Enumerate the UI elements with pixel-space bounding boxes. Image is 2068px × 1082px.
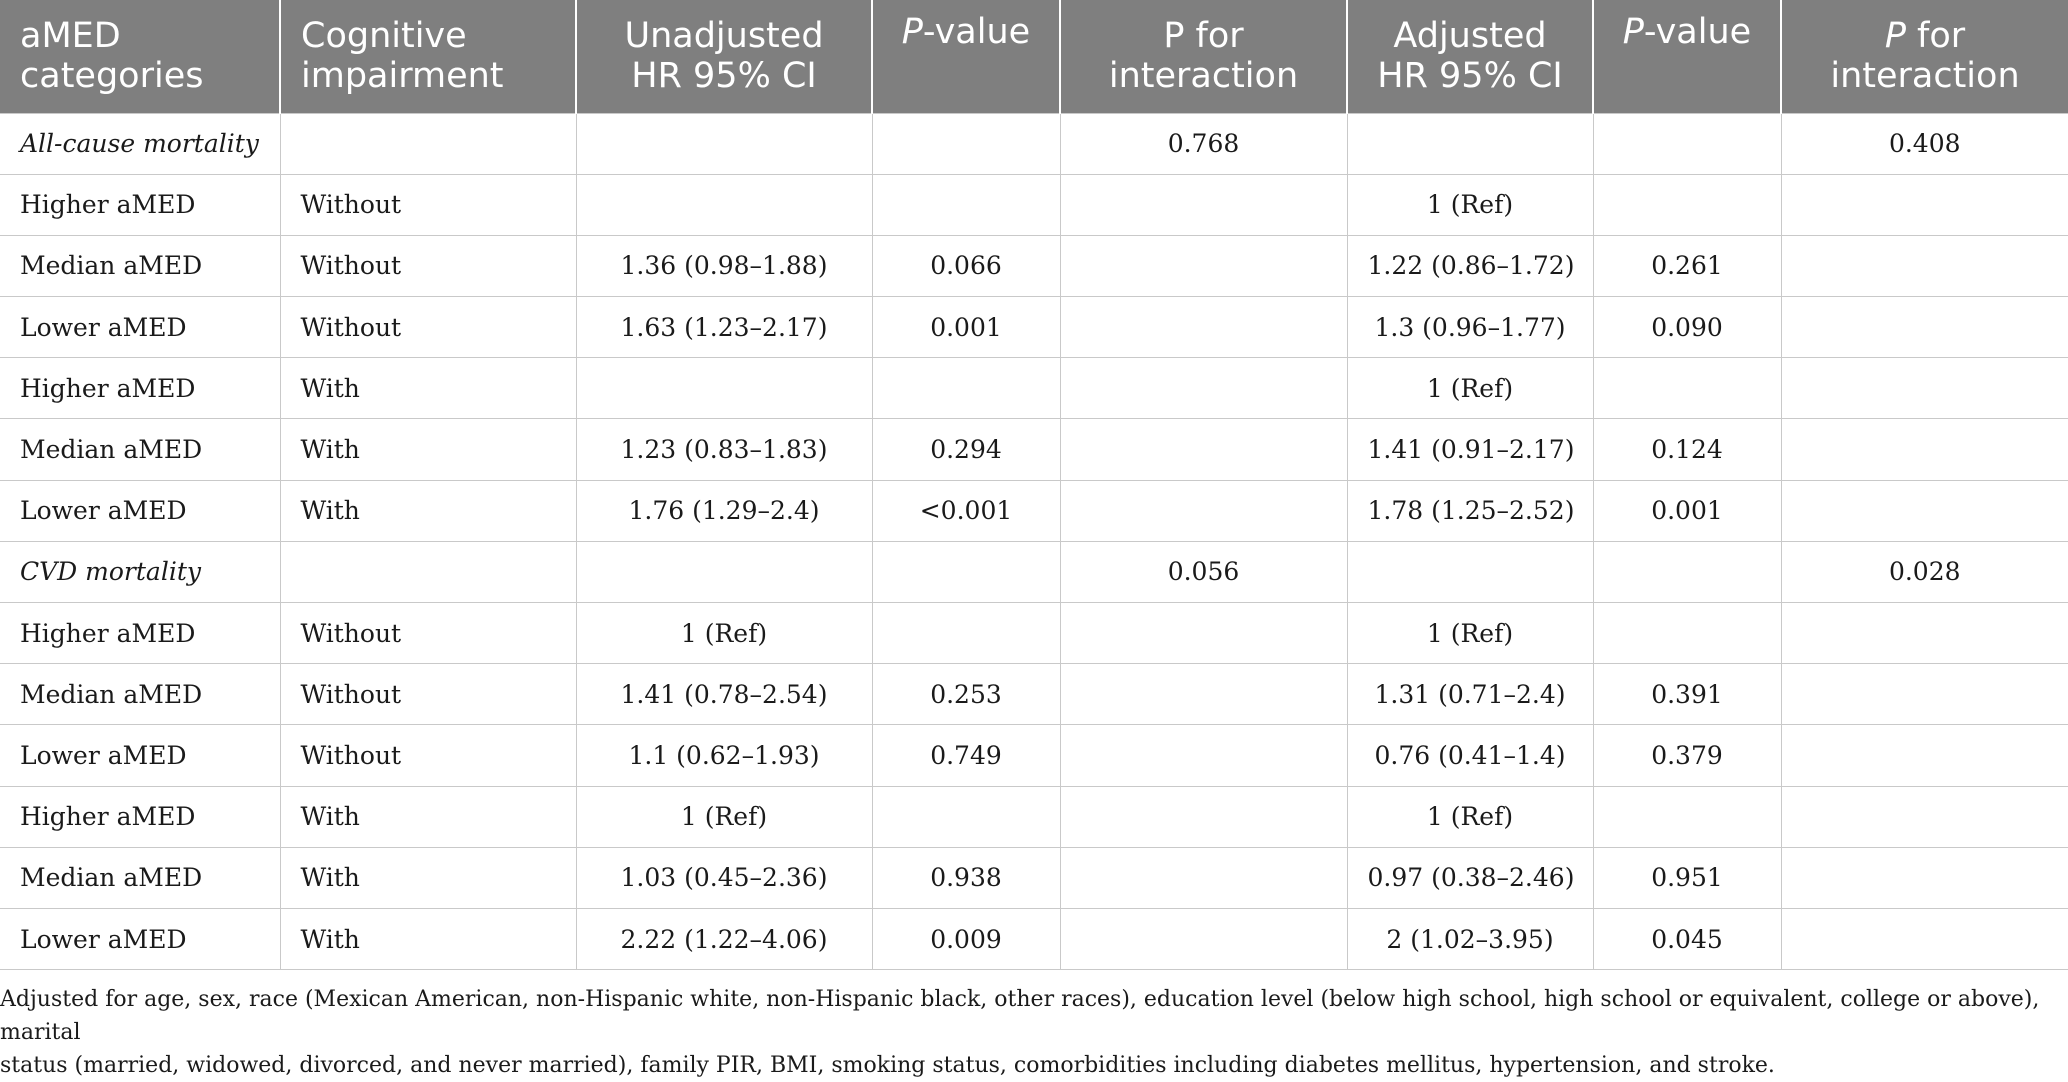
cell-cognitive-impairment: With xyxy=(280,908,576,969)
cell-adjusted-hr xyxy=(1347,541,1593,602)
header-line-1: -value xyxy=(922,12,1031,52)
cell-cognitive-impairment: With xyxy=(280,358,576,419)
section-row xyxy=(0,113,2068,174)
header-line-1: aMED xyxy=(20,16,121,57)
cell-unadjusted-p-interaction: 0.056 xyxy=(1060,541,1347,602)
header-cognitive-impairment xyxy=(280,0,576,113)
table-row xyxy=(0,419,2068,480)
cell-adjusted-hr: 1 (Ref) xyxy=(1347,174,1593,235)
cell-adjusted-p-interaction: 0.408 xyxy=(1781,113,2068,174)
cell-cognitive-impairment: Without xyxy=(280,235,576,296)
cell-adjusted-p-interaction xyxy=(1781,297,2068,358)
header-row xyxy=(0,0,2068,113)
cell-amed-category: Higher aMED xyxy=(0,174,280,235)
cell-cognitive-impairment xyxy=(280,113,576,174)
cell-cognitive-impairment: With xyxy=(280,847,576,908)
header-adjusted-p-interaction xyxy=(1781,0,2068,113)
header-italic-p: P xyxy=(1622,12,1644,52)
cell-unadjusted-p-value: 0.938 xyxy=(872,847,1060,908)
table-footnote xyxy=(0,983,2068,1082)
header-unadjusted-p-interaction xyxy=(1060,0,1347,113)
header-line-2: impairment xyxy=(301,56,504,97)
cell-unadjusted-p-interaction xyxy=(1060,786,1347,847)
cell-unadjusted-p-value xyxy=(872,358,1060,419)
header-line-2: HR 95% CI xyxy=(631,56,817,97)
header-line-1: Cognitive xyxy=(301,16,467,57)
cell-unadjusted-p-value: 0.066 xyxy=(872,235,1060,296)
cell-adjusted-p-interaction xyxy=(1781,603,2068,664)
table-row xyxy=(0,174,2068,235)
cell-unadjusted-p-interaction xyxy=(1060,664,1347,725)
cell-adjusted-p-value: 0.001 xyxy=(1593,480,1781,541)
header-adjusted-p-value xyxy=(1593,0,1781,113)
cell-amed-category: Median aMED xyxy=(0,664,280,725)
table-row xyxy=(0,297,2068,358)
cell-amed-category: Median aMED xyxy=(0,419,280,480)
cell-unadjusted-hr: 1.1 (0.62–1.93) xyxy=(576,725,872,786)
cell-unadjusted-p-interaction xyxy=(1060,174,1347,235)
header-italic-p: P xyxy=(1884,16,1906,57)
cell-unadjusted-p-value: <0.001 xyxy=(872,480,1060,541)
table-row xyxy=(0,664,2068,725)
header-line-2: interaction xyxy=(1108,56,1299,97)
cell-cognitive-impairment: With xyxy=(280,480,576,541)
footnote-line-2: status (married, widowed, divorced, and never married), family PIR, BMI, smoking status, comorbidities including diabetes mellitus, hypertension, and stroke. xyxy=(0,1053,1775,1078)
cell-adjusted-p-value: 0.951 xyxy=(1593,847,1781,908)
cell-adjusted-hr: 1.41 (0.91–2.17) xyxy=(1347,419,1593,480)
cell-unadjusted-p-interaction xyxy=(1060,358,1347,419)
cell-cognitive-impairment: Without xyxy=(280,664,576,725)
cell-amed-category: Lower aMED xyxy=(0,297,280,358)
cell-adjusted-p-interaction xyxy=(1781,174,2068,235)
footnote-line-1: Adjusted for age, sex, race (Mexican American, non-Hispanic white, non-Hispanic black, other races), education level (below high school, high school or equivalent, college or above), marital xyxy=(0,987,2040,1045)
table-row xyxy=(0,847,2068,908)
cell-unadjusted-p-value: 0.294 xyxy=(872,419,1060,480)
cell-adjusted-p-value: 0.391 xyxy=(1593,664,1781,725)
header-line-2: HR 95% CI xyxy=(1377,56,1563,97)
cell-unadjusted-p-interaction xyxy=(1060,725,1347,786)
cell-adjusted-p-interaction xyxy=(1781,847,2068,908)
cell-adjusted-p-value: 0.261 xyxy=(1593,235,1781,296)
cell-cognitive-impairment: Without xyxy=(280,725,576,786)
cell-unadjusted-hr: 1.63 (1.23–2.17) xyxy=(576,297,872,358)
header-line-1: P for xyxy=(1163,16,1244,57)
cell-unadjusted-p-value xyxy=(872,174,1060,235)
cell-adjusted-hr: 0.97 (0.38–2.46) xyxy=(1347,847,1593,908)
cell-amed-category: Lower aMED xyxy=(0,725,280,786)
cell-unadjusted-hr: 1 (Ref) xyxy=(576,786,872,847)
header-line-1: -value xyxy=(1643,12,1752,52)
cell-adjusted-p-value xyxy=(1593,541,1781,602)
table-row xyxy=(0,786,2068,847)
header-line-1: Unadjusted xyxy=(624,16,824,57)
cell-unadjusted-p-value: 0.253 xyxy=(872,664,1060,725)
cell-amed-category: Higher aMED xyxy=(0,786,280,847)
cell-cognitive-impairment xyxy=(280,541,576,602)
cell-amed-category: Higher aMED xyxy=(0,358,280,419)
cell-unadjusted-p-value: 0.749 xyxy=(872,725,1060,786)
cell-unadjusted-p-interaction xyxy=(1060,480,1347,541)
cell-amed-category: Median aMED xyxy=(0,847,280,908)
cell-adjusted-p-value xyxy=(1593,113,1781,174)
table-row xyxy=(0,725,2068,786)
table-row xyxy=(0,908,2068,969)
cell-cognitive-impairment: Without xyxy=(280,174,576,235)
cell-adjusted-hr: 1.78 (1.25–2.52) xyxy=(1347,480,1593,541)
cell-unadjusted-hr: 1.36 (0.98–1.88) xyxy=(576,235,872,296)
header-unadjusted-p-value xyxy=(872,0,1060,113)
header-line-1: Adjusted xyxy=(1393,16,1547,57)
cell-amed-category: Median aMED xyxy=(0,235,280,296)
cell-unadjusted-p-value xyxy=(872,541,1060,602)
cell-amed-category: Lower aMED xyxy=(0,480,280,541)
header-line-2: interaction xyxy=(1830,56,2020,97)
cell-unadjusted-hr: 1.41 (0.78–2.54) xyxy=(576,664,872,725)
cell-adjusted-p-value xyxy=(1593,786,1781,847)
cell-adjusted-hr: 1 (Ref) xyxy=(1347,603,1593,664)
cell-adjusted-p-interaction xyxy=(1781,419,2068,480)
cell-adjusted-p-value xyxy=(1593,358,1781,419)
cell-unadjusted-p-value xyxy=(872,603,1060,664)
cell-adjusted-p-value: 0.045 xyxy=(1593,908,1781,969)
header-unadjusted-hr xyxy=(576,0,872,113)
cell-cognitive-impairment: With xyxy=(280,786,576,847)
cell-adjusted-p-interaction xyxy=(1781,725,2068,786)
header-italic-p: P xyxy=(901,12,923,52)
cell-unadjusted-p-value xyxy=(872,113,1060,174)
header-amed-categories xyxy=(0,0,280,113)
cell-unadjusted-p-interaction: 0.768 xyxy=(1060,113,1347,174)
cell-unadjusted-p-value: 0.009 xyxy=(872,908,1060,969)
table-row xyxy=(0,235,2068,296)
cell-unadjusted-hr xyxy=(576,358,872,419)
cell-unadjusted-hr xyxy=(576,541,872,602)
cell-adjusted-hr xyxy=(1347,113,1593,174)
cell-amed-category: Higher aMED xyxy=(0,603,280,664)
cell-unadjusted-p-interaction xyxy=(1060,908,1347,969)
cell-unadjusted-hr xyxy=(576,113,872,174)
cell-adjusted-p-value: 0.379 xyxy=(1593,725,1781,786)
cell-unadjusted-hr: 1 (Ref) xyxy=(576,603,872,664)
table-body xyxy=(0,113,2068,970)
cell-unadjusted-hr: 1.03 (0.45–2.36) xyxy=(576,847,872,908)
cell-adjusted-p-interaction xyxy=(1781,235,2068,296)
cell-unadjusted-p-interaction xyxy=(1060,419,1347,480)
cell-adjusted-p-interaction xyxy=(1781,786,2068,847)
cell-adjusted-p-value: 0.090 xyxy=(1593,297,1781,358)
cell-adjusted-hr: 1.3 (0.96–1.77) xyxy=(1347,297,1593,358)
section-row xyxy=(0,541,2068,602)
cell-cognitive-impairment: Without xyxy=(280,297,576,358)
cell-unadjusted-p-interaction xyxy=(1060,603,1347,664)
cell-adjusted-hr: 2 (1.02–3.95) xyxy=(1347,908,1593,969)
cell-cognitive-impairment: With xyxy=(280,419,576,480)
cell-unadjusted-p-value: 0.001 xyxy=(872,297,1060,358)
cell-adjusted-hr: 1.22 (0.86–1.72) xyxy=(1347,235,1593,296)
cell-adjusted-p-interaction: 0.028 xyxy=(1781,541,2068,602)
table-row xyxy=(0,480,2068,541)
cell-adjusted-hr: 0.76 (0.41–1.4) xyxy=(1347,725,1593,786)
cell-adjusted-p-interaction xyxy=(1781,908,2068,969)
cell-unadjusted-p-value xyxy=(872,786,1060,847)
cell-adjusted-p-interaction xyxy=(1781,358,2068,419)
cell-unadjusted-p-interaction xyxy=(1060,847,1347,908)
cell-adjusted-p-interaction xyxy=(1781,664,2068,725)
cell-adjusted-p-interaction xyxy=(1781,480,2068,541)
cell-cognitive-impairment: Without xyxy=(280,603,576,664)
cell-unadjusted-hr xyxy=(576,174,872,235)
header-line-2: categories xyxy=(20,56,204,97)
cell-unadjusted-hr: 2.22 (1.22–4.06) xyxy=(576,908,872,969)
header-line-1: for xyxy=(1905,16,1966,57)
cell-amed-category: All-cause mortality xyxy=(0,113,280,174)
cell-adjusted-p-value: 0.124 xyxy=(1593,419,1781,480)
cell-amed-category: CVD mortality xyxy=(0,541,280,602)
table-header xyxy=(0,0,2068,113)
cell-adjusted-p-value xyxy=(1593,174,1781,235)
cell-unadjusted-p-interaction xyxy=(1060,297,1347,358)
table-row xyxy=(0,603,2068,664)
cell-amed-category: Lower aMED xyxy=(0,908,280,969)
cell-adjusted-p-value xyxy=(1593,603,1781,664)
table-row xyxy=(0,358,2068,419)
cell-adjusted-hr: 1.31 (0.71–2.4) xyxy=(1347,664,1593,725)
cell-adjusted-hr: 1 (Ref) xyxy=(1347,786,1593,847)
cell-unadjusted-p-interaction xyxy=(1060,235,1347,296)
cell-adjusted-hr: 1 (Ref) xyxy=(1347,358,1593,419)
cell-unadjusted-hr: 1.76 (1.29–2.4) xyxy=(576,480,872,541)
header-adjusted-hr xyxy=(1347,0,1593,113)
cell-unadjusted-hr: 1.23 (0.83–1.83) xyxy=(576,419,872,480)
